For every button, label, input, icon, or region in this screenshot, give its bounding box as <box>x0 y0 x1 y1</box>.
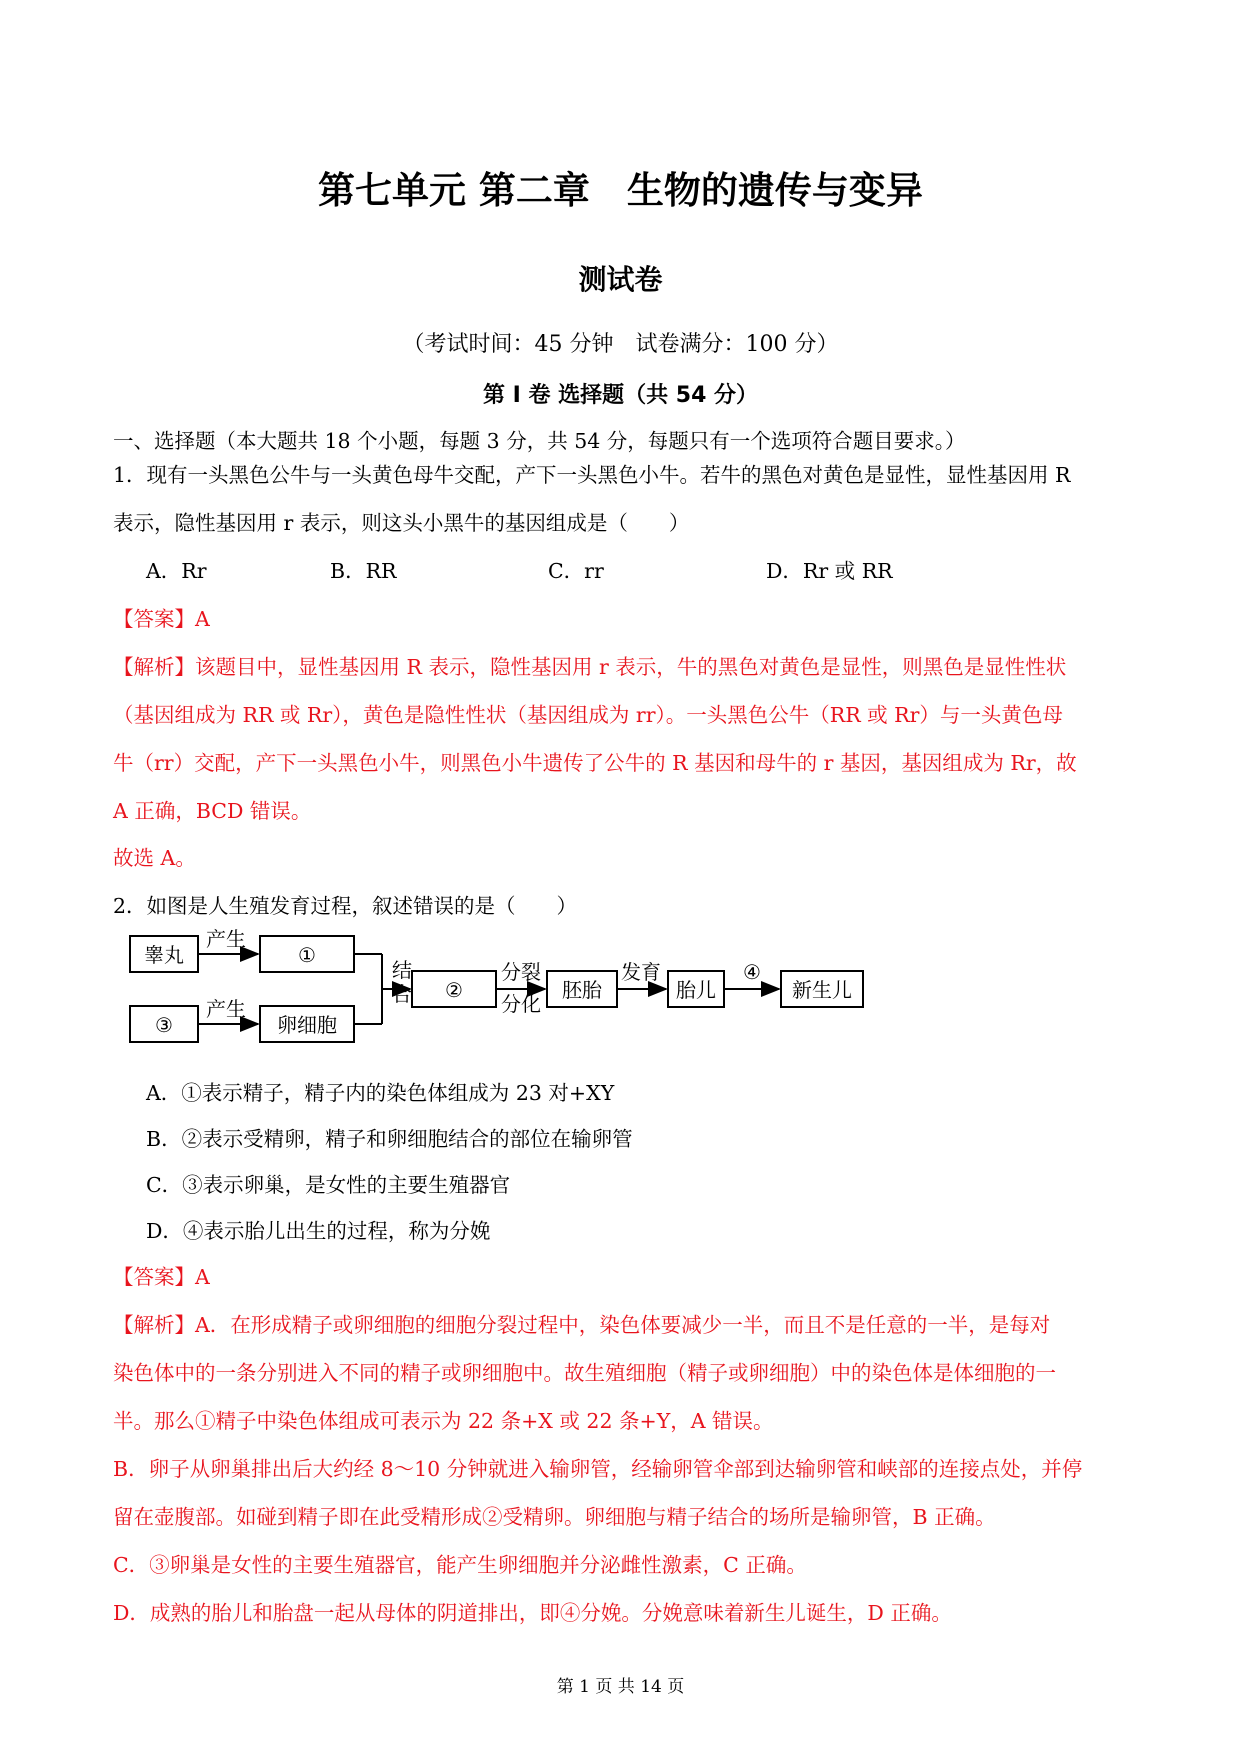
q1-option-d: D．Rr 或 RR <box>766 559 893 583</box>
q1-option-c: C．rr <box>548 559 604 583</box>
q2-option-c: C．③表示卵巢，是女性的主要生殖器官 <box>146 1173 511 1197</box>
produce-label-bottom: 产生 <box>206 997 246 1021</box>
page-footer: 第 1 页 共 14 页 <box>556 1677 685 1697</box>
instructions: 一、选择题（本大题共 18 个小题，每题 3 分，共 54 分，每题只有一个选项符合题目要求。） <box>113 429 966 453</box>
q1-analysis-line3: 牛（rr）交配，产下一头黑色小牛，则黑色小牛遗传了公牛的 R 基因和母牛的 r 基因，基因组成为 Rr，故 <box>113 751 1077 775</box>
page-title: 第七单元 第二章 生物的遗传与变异 <box>318 169 923 212</box>
section-title: 第 I 卷 选择题（共 54 分） <box>482 383 759 408</box>
fetus-label: 胎儿 <box>676 978 716 1002</box>
reproduction-flow-diagram <box>120 925 852 1050</box>
q2-analysis-line5: 留在壶腹部。如碰到精子即在此受精形成②受精卵。卵细胞与精子结合的场所是输卵管，B 正确。 <box>113 1505 996 1529</box>
q2-analysis-line6: C．③卵巢是女性的主要生殖器官，能产生卵细胞并分泌雌性激素，C 正确。 <box>113 1553 807 1577</box>
q2-option-d: D．④表示胎儿出生的过程，称为分娩 <box>146 1219 491 1243</box>
q2-analysis-line4: B．卵子从卵巢排出后大约经 8～10 分钟就进入输卵管，经输卵管伞部到达输卵管和峡部的连接点处，并停 <box>113 1457 1083 1481</box>
page-subtitle: 测试卷 <box>578 263 663 296</box>
step4-label: ④ <box>743 960 761 984</box>
divide-label: 分裂 <box>501 960 541 984</box>
q1-option-a: A．Rr <box>146 559 207 583</box>
q2-option-b: B．②表示受精卵，精子和卵细胞结合的部位在输卵管 <box>146 1127 633 1151</box>
combine-label-2: 合 <box>392 982 412 1006</box>
q1-analysis-line2: （基因组成为 RR 或 Rr），黄色是隐性性状（基因组成为 rr）。一头黑色公牛（RR 或 Rr）与一头黄色母 <box>113 703 1063 727</box>
differentiate-label: 分化 <box>501 992 541 1016</box>
q2-analysis-line7: D．成熟的胎儿和胎盘一起从母体的阴道排出，即④分娩。分娩意味着新生儿诞生，D 正确。 <box>113 1601 952 1625</box>
q1-stem-line1: 1．现有一头黑色公牛与一头黄色母牛交配，产下一头黑色小牛。若牛的黑色对黄色是显性，显性基因用 R <box>113 463 1071 487</box>
q1-stem-line2: 表示，隐性基因用 r 表示，则这头小黑牛的基因组成是（ ） <box>113 511 690 535</box>
step3-label: ③ <box>155 1013 173 1037</box>
exam-info: （考试时间：45 分钟 试卷满分：100 分） <box>402 332 839 357</box>
q1-analysis-line1: 【解析】该题目中，显性基因用 R 表示，隐性基因用 r 表示，牛的黑色对黄色是显性，则黑色是显性性状 <box>113 655 1067 679</box>
develop-label: 发育 <box>621 960 661 984</box>
combine-label-1: 结 <box>392 958 412 982</box>
q1-option-b: B．RR <box>330 559 397 583</box>
egg-label: 卵细胞 <box>277 1013 337 1037</box>
q1-answer: 【答案】A <box>113 607 210 631</box>
q1-conclusion: 故选 A。 <box>113 846 196 870</box>
q2-stem: 2．如图是人生殖发育过程，叙述错误的是（ ） <box>113 894 578 918</box>
q2-analysis-line3: 半。那么①精子中染色体组成可表示为 22 条+X 或 22 条+Y，A 错误。 <box>113 1409 774 1433</box>
step1-label: ① <box>298 943 316 967</box>
newborn-label: 新生儿 <box>792 978 852 1002</box>
q2-option-a: A．①表示精子，精子内的染色体组成为 23 对+XY <box>146 1081 615 1105</box>
q1-analysis-line4: A 正确，BCD 错误。 <box>113 799 312 823</box>
embryo-label: 胚胎 <box>562 978 602 1002</box>
q2-analysis-line2: 染色体中的一条分别进入不同的精子或卵细胞中。故生殖细胞（精子或卵细胞）中的染色体是体细胞的一 <box>113 1361 1056 1385</box>
testis-label: 睾丸 <box>144 943 184 967</box>
q2-answer: 【答案】A <box>113 1265 210 1289</box>
q2-analysis-line1: 【解析】A．在形成精子或卵细胞的细胞分裂过程中，染色体要减少一半，而且不是任意的一半，是每对 <box>113 1313 1051 1337</box>
produce-label-top: 产生 <box>206 927 246 951</box>
step2-label: ② <box>445 978 463 1002</box>
